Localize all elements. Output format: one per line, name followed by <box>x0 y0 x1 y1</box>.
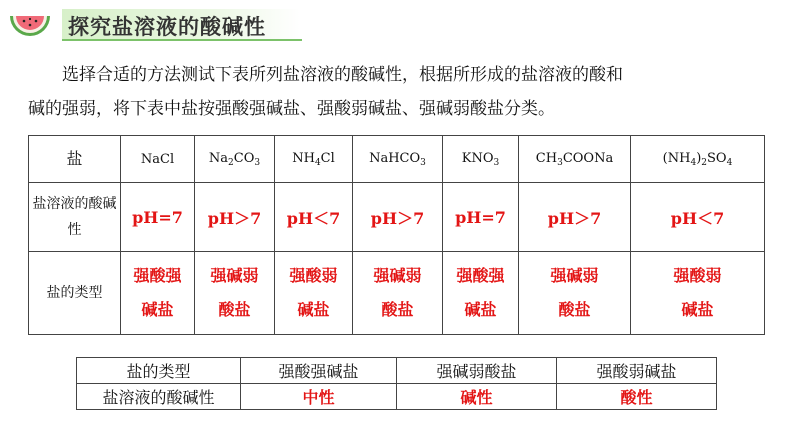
title-box <box>62 9 300 39</box>
summary-header-row <box>77 358 717 384</box>
formula-part: CH <box>535 150 558 166</box>
formula-part: 2 <box>228 157 234 168</box>
salt-type-cell <box>353 252 443 335</box>
row-header-salt: 盐 <box>29 136 121 183</box>
ph-cell <box>443 183 519 252</box>
ph-value: pH＞7 <box>547 208 602 228</box>
ph-value: pH＞7 <box>370 208 425 228</box>
formula-part: KNO <box>461 150 494 166</box>
intro-text <box>28 58 768 126</box>
formula-part: SO <box>707 150 727 166</box>
formula-part: Na <box>208 150 229 166</box>
type-row <box>29 252 765 335</box>
intro-line-1: 选择合适的方法测试下表所列盐溶液的酸碱性，根据所形成的盐溶液的酸和 <box>62 65 623 85</box>
ph-cell <box>353 183 443 252</box>
summary-basic: 碱性 <box>397 384 557 410</box>
salt-type-cell <box>443 252 519 335</box>
ph-value: pH=7 <box>132 207 183 227</box>
salt-formula <box>353 136 443 183</box>
salt-type-cell <box>195 252 275 335</box>
salt-row <box>29 136 765 183</box>
formula-part: 3 <box>557 157 563 168</box>
salt-formula <box>275 136 353 183</box>
summary-header-strong-strong: 强酸强碱盐 <box>241 358 397 384</box>
salt-type: 强碱弱酸盐 <box>373 266 422 319</box>
salt-type-cell <box>121 252 195 335</box>
formula-part: 2 <box>701 157 708 168</box>
ph-value: pH＜7 <box>670 208 725 228</box>
formula-part: 4 <box>726 157 733 168</box>
salt-type-cell <box>275 252 353 335</box>
formula-part: COONa <box>562 150 614 166</box>
ph-cell <box>121 183 195 252</box>
salt-type: 强碱弱酸盐 <box>550 266 599 319</box>
salt-formula <box>443 136 519 183</box>
salt-type: 强酸弱碱盐 <box>673 266 722 319</box>
formula-part: 3 <box>254 157 261 168</box>
salt-formula <box>519 136 631 183</box>
page-title: 探究盐溶液的酸碱性 <box>68 15 266 39</box>
summary-neutral: 中性 <box>241 384 397 410</box>
row-header-ph-text: 盐溶液的酸碱性 <box>32 196 117 238</box>
summary-header-strongacid-weakbase: 强酸弱碱盐 <box>557 358 717 384</box>
salt-type-cell <box>631 252 765 335</box>
ph-value: pH＞7 <box>207 208 262 228</box>
ph-value: pH＜7 <box>286 208 341 228</box>
salt-type-cell <box>519 252 631 335</box>
row-header-ph <box>29 183 121 252</box>
ph-cell <box>631 183 765 252</box>
salt-formula <box>631 136 765 183</box>
salt-type: 强酸强碱盐 <box>456 266 505 319</box>
summary-table <box>76 357 717 410</box>
salt-type: 强碱弱酸盐 <box>210 266 259 319</box>
row-header-type: 盐的类型 <box>29 252 121 335</box>
ph-value: pH=7 <box>455 207 506 227</box>
salt-formula <box>195 136 275 183</box>
ph-row <box>29 183 765 252</box>
formula-part: 3 <box>420 157 426 168</box>
salt-table <box>28 135 765 335</box>
formula-part: 3 <box>493 157 500 168</box>
title-underline <box>62 39 302 41</box>
summary-value-row <box>77 384 717 410</box>
summary-header-label: 盐的类型 <box>77 358 241 384</box>
summary-header-strongbase-weakacid: 强碱弱酸盐 <box>397 358 557 384</box>
formula-part: 4 <box>690 157 697 168</box>
formula-part: (NH <box>662 150 691 166</box>
ph-cell <box>195 183 275 252</box>
formula-part: ) <box>696 150 702 166</box>
formula-part: 4 <box>314 157 321 168</box>
salt-type: 强酸强碱盐 <box>133 266 182 319</box>
watermelon-logo-icon <box>6 6 54 40</box>
formula-part: NH <box>292 150 315 166</box>
header <box>0 0 794 46</box>
salt-formula <box>121 136 195 183</box>
ph-cell <box>519 183 631 252</box>
intro-line-2: 碱的强弱，将下表中盐按强酸强碱盐、强酸弱碱盐、强碱弱酸盐分类。 <box>28 99 555 119</box>
summary-acidic: 酸性 <box>557 384 717 410</box>
formula-part: Cl <box>320 150 335 166</box>
salt-type: 强酸弱碱盐 <box>289 266 338 319</box>
summary-row-label: 盐溶液的酸碱性 <box>77 384 241 410</box>
formula-part: NaCl <box>140 151 175 167</box>
formula-part: CO <box>233 150 255 166</box>
formula-part: NaHCO <box>369 150 421 166</box>
ph-cell <box>275 183 353 252</box>
